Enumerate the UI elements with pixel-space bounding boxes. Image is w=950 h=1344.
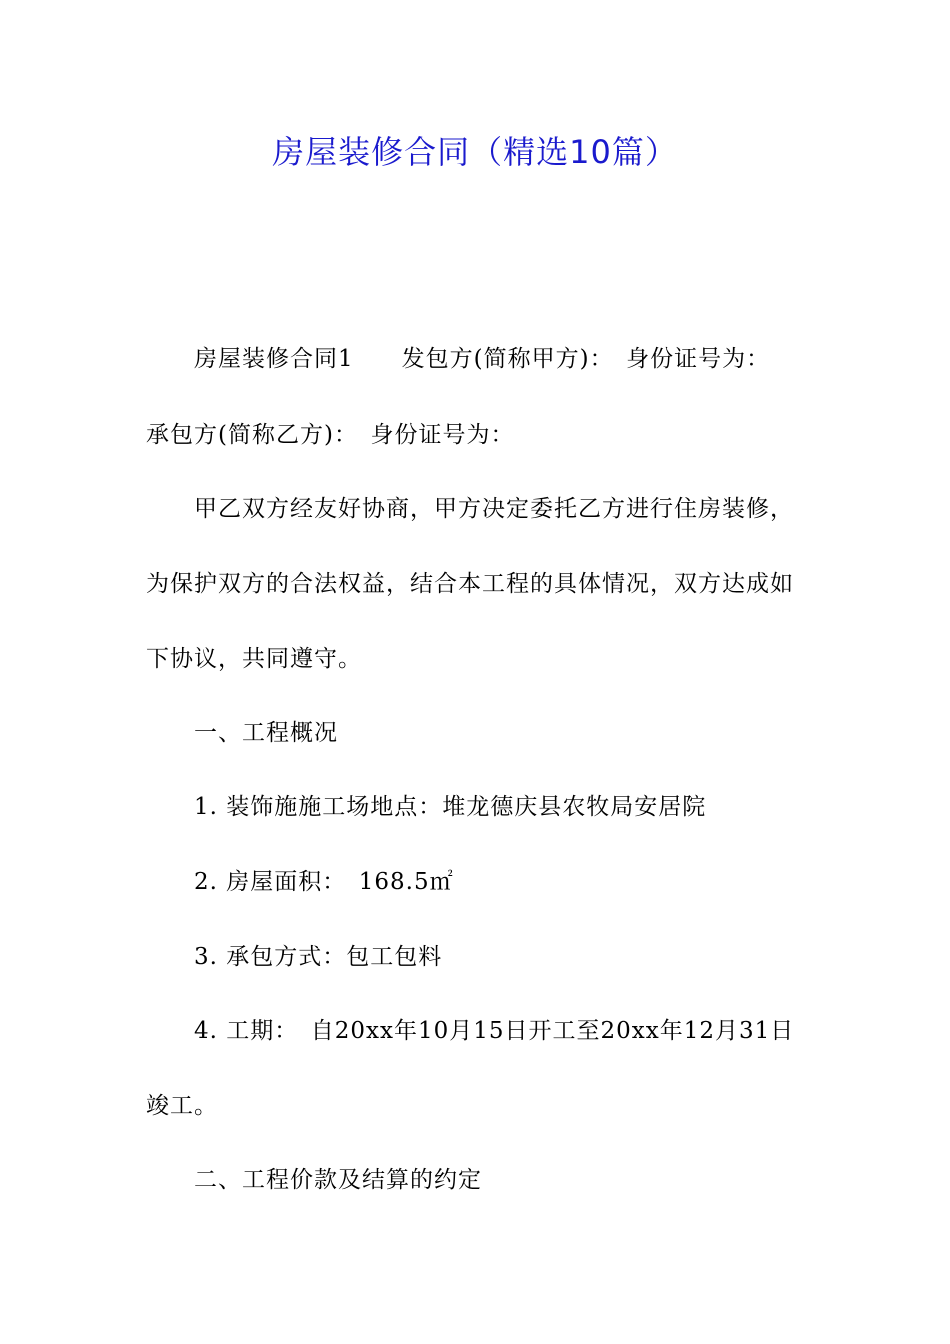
contract-header-parties: 房屋装修合同1 发包方(简称甲方)： 身份证号为：: [194, 346, 771, 372]
clause-contract-method: 3. 承包方式：包工包料: [194, 944, 443, 970]
document-title: 房屋装修合同（精选10篇）: [272, 133, 678, 171]
clause-site-location: 1. 装饰施施工场地点：堆龙德庆县农牧局安居院: [194, 794, 707, 820]
preamble-line-1: 甲乙双方经友好协商，甲方决定委托乙方进行住房装修，: [194, 496, 794, 522]
section-heading-overview: 一、工程概况: [194, 720, 338, 746]
clause-duration-continued: 竣工。: [146, 1093, 218, 1119]
contractor-line: 承包方(简称乙方)： 身份证号为：: [146, 422, 515, 448]
preamble-line-3: 下协议，共同遵守。: [146, 646, 362, 672]
clause-duration: 4. 工期： 自20xx年10月15日开工至20xx年12月31日: [194, 1018, 795, 1044]
section-heading-price: 二、工程价款及结算的约定: [194, 1167, 482, 1193]
preamble-line-2: 为保护双方的合法权益，结合本工程的具体情况，双方达成如: [146, 571, 794, 597]
clause-house-area: 2. 房屋面积： 168.5㎡: [194, 869, 454, 895]
